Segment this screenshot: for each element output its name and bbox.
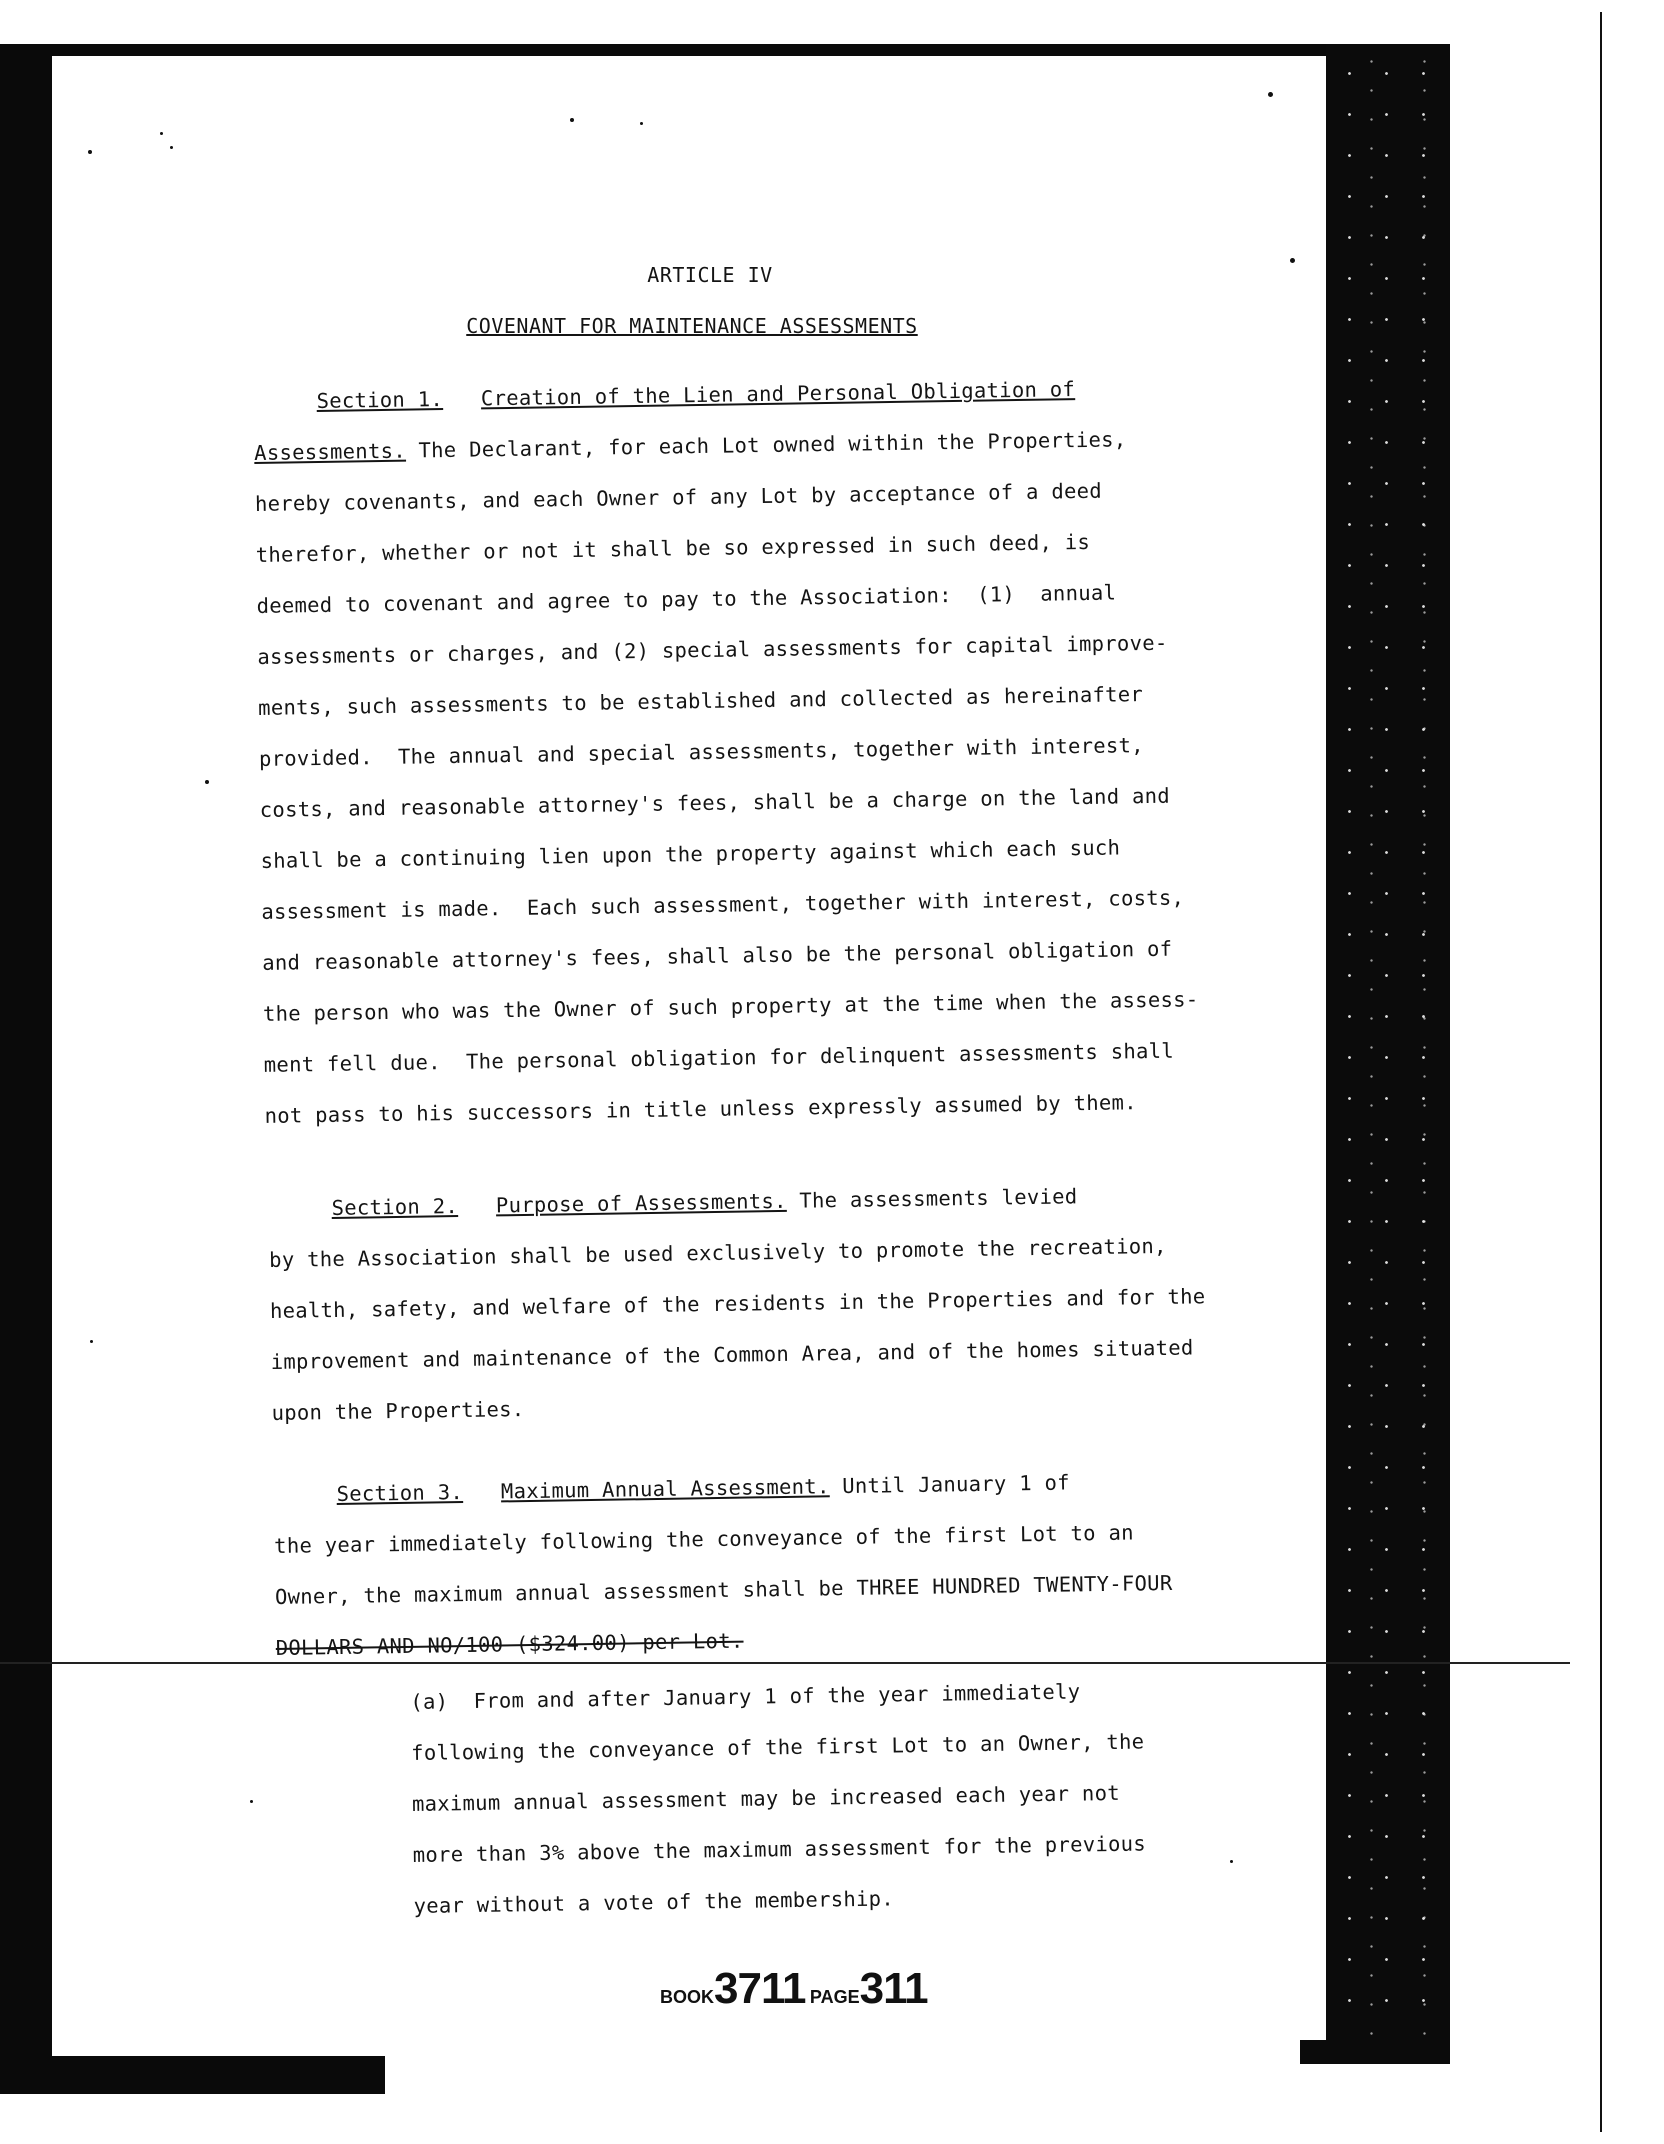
section-2-heading: Purpose of Assessments. xyxy=(495,1188,787,1218)
section-2-label: Section 2. xyxy=(331,1194,459,1221)
scan-border-bottom xyxy=(0,2056,385,2094)
speck xyxy=(160,132,163,135)
page-edge-line xyxy=(1600,12,1602,2132)
text-line: DOLLARS AND NO/100 ($324.00) per Lot. xyxy=(275,1628,744,1660)
subsection-a xyxy=(410,1664,1214,1932)
page-number: 311 xyxy=(859,1964,928,2013)
speck xyxy=(205,780,209,784)
speck xyxy=(170,146,173,149)
speck xyxy=(570,118,574,122)
speck xyxy=(1290,258,1295,263)
text-line: (a) From and after January 1 of the year immediately xyxy=(410,1679,1081,1714)
scan-border-top xyxy=(0,44,1340,56)
speck xyxy=(640,122,643,125)
section-3 xyxy=(273,1454,1276,1674)
text-line: deemed to covenant and agree to pay to the Association: (1) annual xyxy=(256,580,1117,618)
speck xyxy=(1268,92,1273,97)
speck xyxy=(250,1800,253,1803)
text-line: and reasonable attorney's fees, shall also be the personal obligation of xyxy=(262,936,1173,975)
speck xyxy=(90,1340,93,1343)
section-1-heading: Creation of the Lien and Personal Obligation of xyxy=(480,377,1076,411)
text-line: assessment is made. Each such assessment, together with interest, costs, xyxy=(261,885,1185,924)
text-line: health, safety, and welfare of the residents in the Properties and for the xyxy=(269,1284,1206,1323)
text-line: Owner, the maximum annual assessment shall be THREE HUNDRED TWENTY-FOUR xyxy=(274,1570,1173,1609)
text-line: more than 3% above the maximum assessment for the previous xyxy=(412,1831,1147,1867)
scan-border-left xyxy=(0,50,52,2094)
text-line: the person who was the Owner of such property at the time when the assess- xyxy=(262,987,1199,1026)
section-1-heading-cont: Assessments. xyxy=(254,438,407,465)
book-label: BOOK xyxy=(660,1987,714,2007)
page-label: PAGE xyxy=(809,1987,860,2007)
text-line: The assessments levied xyxy=(786,1184,1078,1213)
speck xyxy=(88,150,92,154)
text-line: by the Association shall be used exclusively to promote the recreation, xyxy=(269,1233,1167,1272)
article-title: ARTICLE IV xyxy=(647,263,773,287)
text-line: ments, such assessments to be established and collected as hereinafter xyxy=(258,682,1144,720)
section-1-label: Section 1. xyxy=(316,387,444,414)
text-line: costs, and reasonable attorney's fees, shall be a charge on the land and xyxy=(259,783,1171,822)
section-2 xyxy=(268,1168,1272,1439)
section-3-label: Section 3. xyxy=(336,1480,464,1507)
text-line: year without a vote of the membership. xyxy=(413,1886,895,1918)
text-line: improvement and maintenance of the Common Area, and of the homes situated xyxy=(270,1335,1194,1374)
scan-border-bottom-right xyxy=(1300,2040,1450,2064)
text-line: hereby covenants, and each Owner of any Lot by acceptance of a deed xyxy=(254,478,1103,516)
text-line: therefor, whether or not it shall be so expressed in such deed, is xyxy=(255,529,1091,567)
text-line: the year immediately following the conveyance of the first Lot to an xyxy=(274,1520,1134,1558)
covenant-title: COVENANT FOR MAINTENANCE ASSESSMENTS xyxy=(466,314,918,338)
section-3-heading: Maximum Annual Assessment. xyxy=(500,1474,830,1504)
text-line: upon the Properties. xyxy=(271,1397,525,1425)
text-line: The Declarant, for each Lot owned within the Properties, xyxy=(405,427,1127,463)
text-line: provided. The annual and special assessments, together with interest, xyxy=(258,733,1145,771)
speck xyxy=(1230,1860,1233,1863)
scan-noise xyxy=(1326,44,1450,2064)
text-line: shall be a continuing lien upon the property against which each such xyxy=(260,835,1121,873)
text-line: ment fell due. The personal obligation for delinquent assessments shall xyxy=(263,1038,1175,1077)
text-line: maximum annual assessment may be increased each year not xyxy=(411,1780,1121,1816)
section-1 xyxy=(253,361,1265,1142)
text-line: Until January 1 of xyxy=(829,1470,1070,1499)
book-page-stamp xyxy=(660,1964,928,2014)
text-line: assessments or charges, and (2) special assessments for capital improve- xyxy=(257,630,1168,669)
text-line: not pass to his successors in title unless expressly assumed by them. xyxy=(264,1090,1138,1128)
book-number: 3711 xyxy=(714,1964,806,2013)
text-line: following the conveyance of the first Lot to an Owner, the xyxy=(411,1729,1145,1765)
